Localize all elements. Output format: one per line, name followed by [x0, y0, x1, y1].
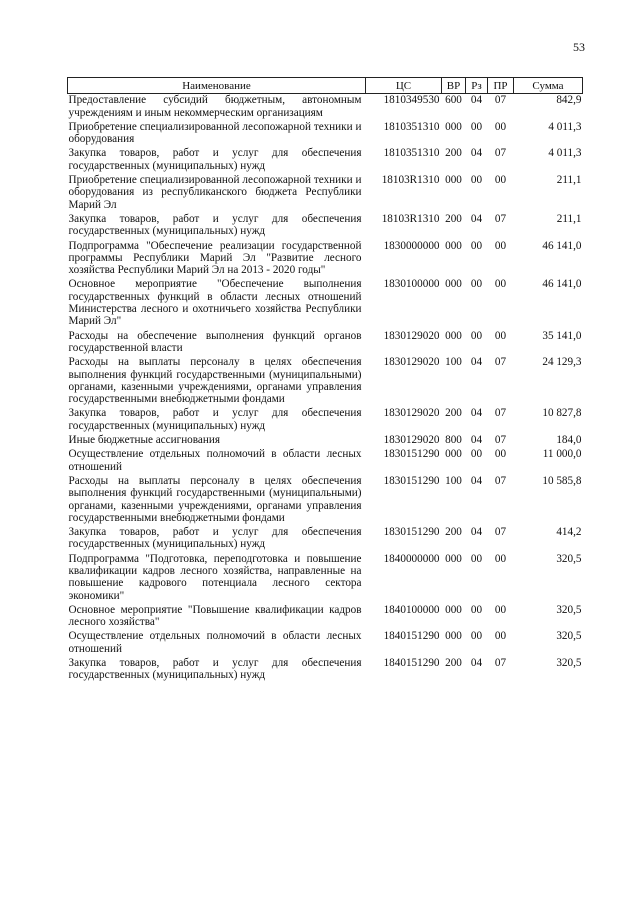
cell-cs: 1830129020: [383, 434, 440, 447]
cell-vr: 200: [445, 147, 462, 160]
cell-sum: 11 000,0: [542, 448, 582, 461]
cell-pr: 07: [494, 657, 507, 670]
cell-cs: 1830151290: [383, 474, 440, 487]
cell-rz: 04: [470, 657, 483, 670]
cell-rz: 00: [470, 448, 483, 461]
cell-cs: 1830151290: [383, 526, 440, 539]
cell-vr: 100: [445, 474, 462, 487]
cell-sum: 320,5: [556, 603, 582, 616]
cell-rz: 00: [470, 329, 483, 342]
cell-cs: 18103R1310: [381, 212, 440, 225]
table-row: [68, 121, 583, 148]
table-row: [68, 553, 583, 604]
cell-name: Предоставление субсидий бюджетным, автономным учреждениям и иным некоммерческим организациям: [68, 94, 362, 119]
cell-sum: 320,5: [556, 552, 582, 565]
table-row: [68, 356, 583, 407]
cell-sum: 4 011,3: [548, 147, 582, 160]
cell-sum: 10 827,8: [542, 407, 582, 420]
cell-vr: 600: [445, 94, 462, 107]
cell-vr: 200: [445, 526, 462, 539]
cell-cs: 1840151290: [383, 630, 440, 643]
cell-sum: 10 585,8: [542, 474, 582, 487]
cell-pr: 07: [494, 356, 507, 369]
cell-name: Расходы на выплаты персоналу в целях обеспечения выполнения функций государственными (муниципальными) органами, казенными учреждениями, органами управления государственными внебюджетными фондами: [68, 474, 362, 524]
cell-vr: 000: [445, 239, 462, 252]
cell-sum: 184,0: [556, 434, 582, 447]
cell-rz: 00: [470, 603, 483, 616]
table-row: [68, 475, 583, 526]
header-row: [68, 78, 583, 94]
cell-pr: 00: [494, 603, 507, 616]
cell-sum: 4 011,3: [548, 120, 582, 133]
cell-pr: 07: [494, 147, 507, 160]
header-sum: Сумма: [514, 78, 583, 94]
cell-name: Основное мероприятие "Обеспечение выполнения государственных функций в области лесных отношений Министерства лесного и охотничьего хозяйства Республики Марий Эл": [68, 278, 362, 328]
table-row: [68, 330, 583, 357]
cell-name: Приобретение специализированной лесопожарной техники и оборудования: [68, 120, 362, 146]
cell-name: Осуществление отдельных полномочий в области лесных отношений: [68, 630, 362, 655]
cell-pr: 00: [494, 239, 507, 252]
header-vr: ВР: [442, 78, 466, 94]
cell-pr: 00: [494, 552, 507, 565]
table-row: [68, 174, 583, 213]
cell-name: Приобретение специализированной лесопожарной техники и оборудования из республиканского бюджета Республики Марий Эл: [68, 174, 362, 211]
cell-rz: 04: [470, 212, 483, 225]
cell-pr: 00: [494, 630, 507, 643]
cell-name: Подпрограмма "Подготовка, переподготовка и повышение квалификации кадров лесного хозяйства, направленные на повышение кадрового потенциала лесного сектора экономики": [68, 552, 362, 602]
cell-name: Расходы на выплаты персоналу в целях обеспечения выполнения функций государственными (муниципальными) органами, казенными учреждениями, органами управления государственными внебюджетными фондами: [68, 356, 362, 406]
table-header: [68, 78, 583, 94]
cell-cs: 1830129020: [383, 407, 440, 420]
cell-cs: 1810351310: [383, 120, 440, 133]
cell-vr: 200: [445, 407, 462, 420]
cell-vr: 000: [445, 329, 462, 342]
cell-rz: 04: [470, 526, 483, 539]
cell-rz: 00: [470, 120, 483, 133]
cell-vr: 000: [445, 552, 462, 565]
cell-cs: 1810349530: [383, 94, 440, 107]
cell-sum: 46 141,0: [542, 239, 582, 252]
cell-name: Закупка товаров, работ и услуг для обеспечения государственных (муниципальных) нужд: [68, 657, 362, 682]
header-pr: ПР: [488, 78, 514, 94]
cell-cs: 18103R1310: [381, 174, 440, 187]
cell-sum: 46 141,0: [542, 278, 582, 291]
cell-rz: 00: [470, 278, 483, 291]
cell-vr: 000: [445, 174, 462, 187]
cell-rz: 00: [470, 239, 483, 252]
header-name: Наименование: [68, 78, 366, 94]
cell-rz: 04: [470, 407, 483, 420]
header-cs: ЦС: [366, 78, 442, 94]
table-row: [68, 278, 583, 329]
cell-pr: 07: [494, 94, 507, 107]
table-row: [68, 434, 583, 448]
cell-pr: 07: [494, 434, 507, 447]
cell-rz: 00: [470, 552, 483, 565]
cell-sum: 320,5: [556, 657, 582, 670]
table-row: [68, 147, 583, 174]
table-row: [68, 630, 583, 657]
cell-sum: 211,1: [556, 212, 582, 225]
cell-pr: 07: [494, 526, 507, 539]
table-row: [68, 448, 583, 475]
cell-cs: 1840100000: [383, 603, 440, 616]
cell-pr: 07: [494, 407, 507, 420]
cell-pr: 07: [494, 474, 507, 487]
cell-rz: 04: [470, 356, 483, 369]
cell-name: Осуществление отдельных полномочий в области лесных отношений: [68, 448, 362, 473]
cell-name: Иные бюджетные ассигнования: [68, 434, 220, 447]
cell-sum: 842,9: [556, 94, 582, 107]
cell-vr: 000: [445, 630, 462, 643]
cell-pr: 00: [494, 120, 507, 133]
cell-name: Закупка товаров, работ и услуг для обеспечения государственных (муниципальных) нужд: [68, 526, 362, 551]
cell-rz: 04: [470, 147, 483, 160]
cell-sum: 320,5: [556, 630, 582, 643]
cell-pr: 00: [494, 448, 507, 461]
cell-rz: 04: [470, 474, 483, 487]
cell-rz: 00: [470, 630, 483, 643]
cell-vr: 000: [445, 603, 462, 616]
cell-name: Закупка товаров, работ и услуг для обеспечения государственных (муниципальных) нужд: [68, 147, 362, 172]
cell-sum: 211,1: [556, 174, 582, 187]
cell-vr: 200: [445, 212, 462, 225]
table-row: [68, 213, 583, 240]
table-row: [68, 240, 583, 279]
cell-name: Закупка товаров, работ и услуг для обеспечения государственных (муниципальных) нужд: [68, 212, 362, 238]
table-row: [68, 604, 583, 631]
cell-cs: 1830000000: [383, 239, 440, 252]
cell-pr: 00: [494, 278, 507, 291]
cell-vr: 200: [445, 657, 462, 670]
cell-vr: 100: [445, 356, 462, 369]
cell-sum: 35 141,0: [542, 329, 582, 342]
cell-cs: 1840000000: [383, 552, 440, 565]
cell-cs: 1830129020: [383, 329, 440, 342]
cell-pr: 00: [494, 329, 507, 342]
cell-name: Основное мероприятие "Повышение квалификации кадров лесного хозяйства": [68, 603, 362, 629]
page-number: 53: [573, 40, 585, 54]
cell-sum: 24 129,3: [542, 356, 582, 369]
header-rz: Рз: [466, 78, 488, 94]
cell-rz: 04: [470, 94, 483, 107]
table-body: [68, 94, 583, 684]
table-row: [68, 94, 583, 121]
cell-cs: 1830151290: [383, 448, 440, 461]
cell-vr: 800: [445, 434, 462, 447]
cell-rz: 00: [470, 174, 483, 187]
table-row: [68, 407, 583, 434]
cell-rz: 04: [470, 434, 483, 447]
cell-pr: 00: [494, 174, 507, 187]
cell-cs: 1840151290: [383, 657, 440, 670]
table-row: [68, 526, 583, 553]
cell-vr: 000: [445, 278, 462, 291]
cell-pr: 07: [494, 212, 507, 225]
cell-name: Расходы на обеспечение выполнения функций органов государственной власти: [68, 329, 362, 354]
cell-vr: 000: [445, 448, 462, 461]
cell-cs: 1830100000: [383, 278, 440, 291]
cell-cs: 1830129020: [383, 356, 440, 369]
table-row: [68, 657, 583, 684]
cell-sum: 414,2: [556, 526, 582, 539]
cell-name: Подпрограмма "Обеспечение реализации государственной программы Республики Марий Эл "Развитие лесного хозяйства Республики Марий Эл на 2013 - 2020 годы": [68, 239, 362, 277]
cell-name: Закупка товаров, работ и услуг для обеспечения государственных (муниципальных) нужд: [68, 407, 362, 432]
budget-table: [67, 77, 583, 684]
cell-cs: 1810351310: [383, 147, 440, 160]
cell-vr: 000: [445, 120, 462, 133]
